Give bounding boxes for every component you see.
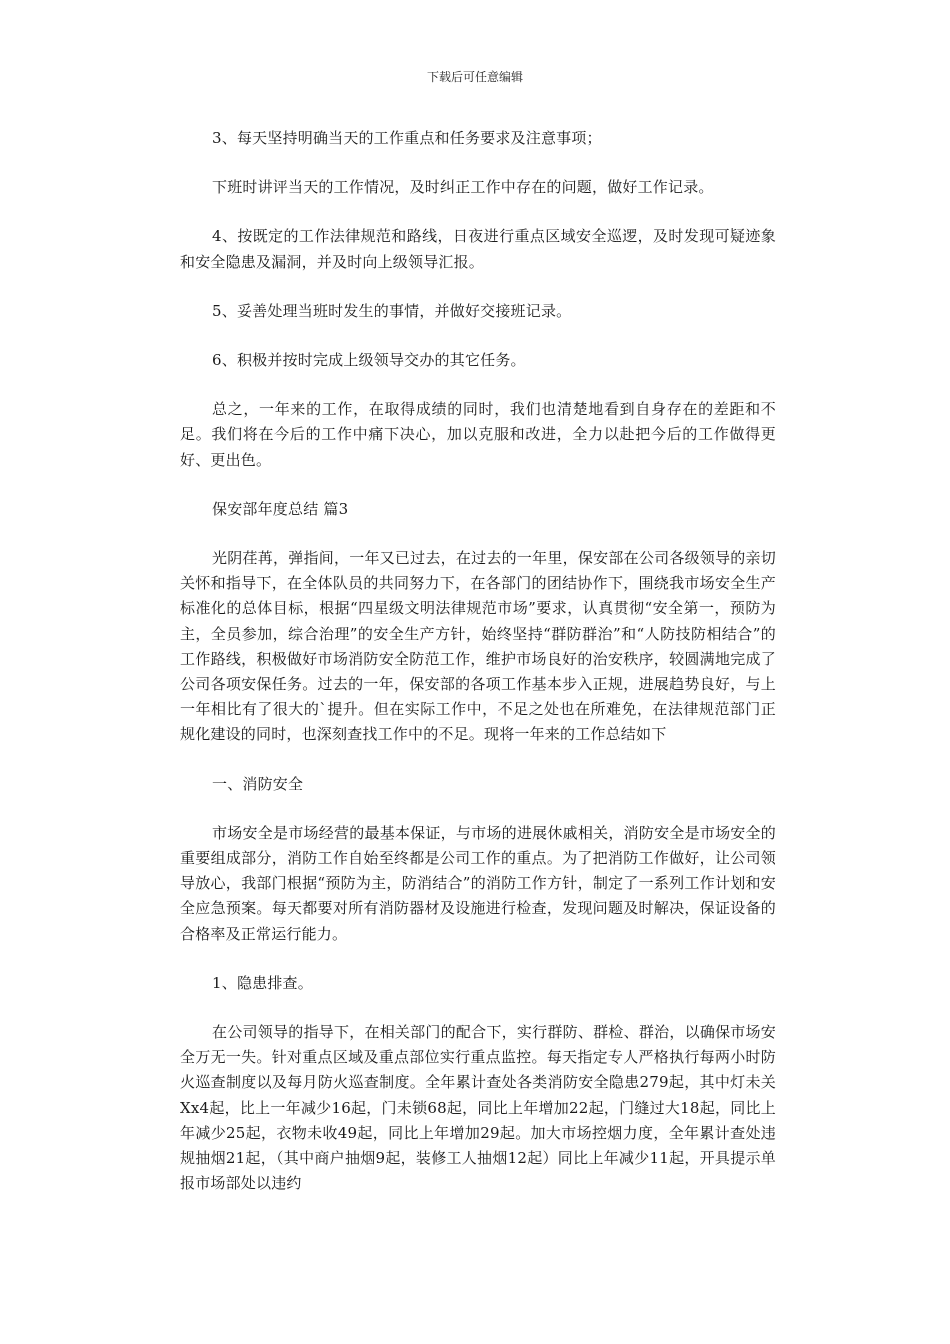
paragraph-hazard-check: 在公司领导的指导下，在相关部门的配合下，实行群防、群检、群治，以确保市场安全万无一失。针对重点区域及重点部位实行重点监控。每天指定专人严格执行每两小时防火巡查制度以及每月防火巡查制度。全年累计查处各类消防安全隐患279起，其中灯未关Xx4起，比上一年减少16起，门未锁68起，同比上年增加22起，门缝过大18起，同比上年减少25起，衣物未收49起，同比上年增加29起。加大市场控烟力度，全年累计查处违规抽烟21起，（其中商户抽烟9起，装修工人抽烟12起）同比上年减少11起，开具提示单报市场部处以违约 (180, 1023, 776, 1193)
subheading-hazard-check: 1、隐患排查。 (212, 973, 313, 992)
section-title-part-3: 保安部年度总结 篇3 (212, 499, 349, 518)
page-header: 下载后可任意编辑 (426, 70, 523, 84)
paragraph-item-6: 6、积极并按时完成上级领导交办的其它任务。 (212, 351, 526, 370)
section-heading-fire-safety: 一、消防安全 (212, 774, 304, 793)
paragraph-item-3: 3、每天坚持明确当天的工作重点和任务要求及注意事项； (212, 129, 602, 147)
paragraph-end-of-shift: 下班时讲评当天的工作情况，及时纠正工作中存在的问题，做好工作记录。 (212, 178, 714, 197)
paragraph-conclusion: 总之，一年来的工作，在取得成绩的同时，我们也清楚地看到自身存在的差距和不足。我们将在今后的工作中痛下决心，加以克服和改进，全力以赴把今后的工作做得更好、更出色。 (180, 400, 776, 469)
paragraph-intro: 光阴荏苒，弹指间，一年又已过去，在过去的一年里，保安部在公司各级领导的亲切关怀和指导下，在全体队员的共同努力下，在各部门的团结协作下，围绕我市场安全生产标准化的总体目标，根据“四星级文明法律规范市场”要求，认真贯彻“安全第一，预防为主，全员参加，综合治理”的安全生产方针，始终坚持“群防群治”和“人防技防相结合”的工作路线，积极做好市场消防安全防范工作，维护市场良好的治安秩序，较圆满地完成了公司各项安保任务。过去的一年，保安部的各项工作基本步入正规，进展趋势良好，与上一年相比有了很大的`提升。但在实际工作中，不足之处也在所难免，在法律规范部门正规化建设的同时，也深刻查找工作中的不足。现将一年来的工作总结如下 (180, 549, 776, 744)
paragraph-item-5: 5、妥善处理当班时发生的事情，并做好交接班记录。 (212, 301, 572, 320)
paragraph-item-4: 4、按既定的工作法律规范和路线，日夜进行重点区域安全巡逻，及时发现可疑迹象和安全隐患及漏洞，并及时向上级领导汇报。 (180, 227, 776, 271)
paragraph-fire-safety: 市场安全是市场经营的最基本保证，与市场的进展休戚相关，消防安全是市场安全的重要组成部分，消防工作自始至终都是公司工作的重点。为了把消防工作做好，让公司领导放心，我部门根据“预防为主，防消结合”的消防工作方针，制定了一系列工作计划和安全应急预案。每天都要对所有消防器材及设施进行检查，发现问题及时解决，保证设备的合格率及正常运行能力。 (180, 823, 776, 943)
document-body (180, 126, 776, 1221)
